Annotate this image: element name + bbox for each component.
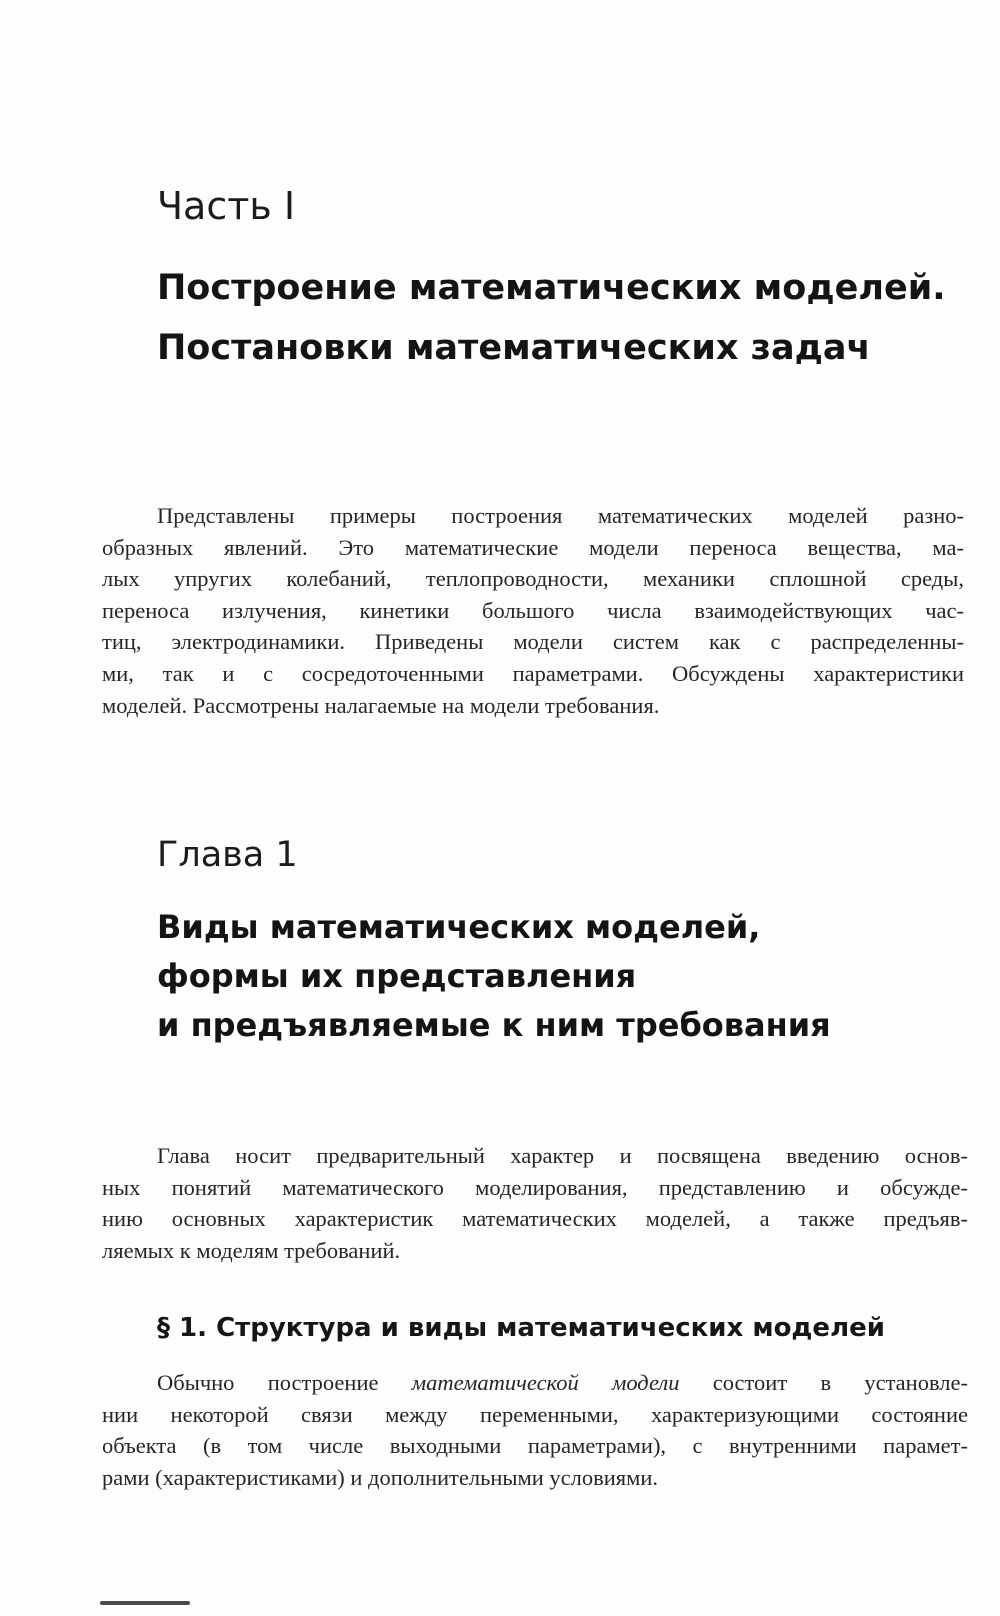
text-run: Обычно построение <box>157 1370 412 1395</box>
part-title-line: Постановки математических задач <box>157 328 871 368</box>
abstract-line: ми, так и с сосредоточенными параметрами. Обсуждены характеристики <box>102 660 964 686</box>
emphasized-term: математической модели <box>411 1370 680 1395</box>
abstract-line: переноса излучения, кинетики большого числа взаимодействующих час- <box>102 597 964 623</box>
chapter-title-line: формы их представления <box>157 957 637 995</box>
paragraph-line <box>102 1367 968 1399</box>
part-title <box>157 258 977 378</box>
chapter-label: Глава 1 <box>157 835 298 875</box>
section-paragraph <box>102 1367 968 1493</box>
abstract-line: Представлены примеры построения математических моделей разно- <box>157 503 964 528</box>
chapter-title-line: Виды математических моделей, <box>157 908 761 946</box>
abstract-line: нию основных характеристик математических моделей, а также предъяв- <box>102 1206 968 1232</box>
chapter-title <box>157 903 977 1050</box>
abstract-line: Глава носит предварительный характер и посвящена введению основ- <box>157 1143 968 1168</box>
paragraph-line: нии некоторой связи между переменными, характеризующими состояние <box>102 1401 968 1427</box>
abstract-line: лых упругих колебаний, теплопроводности, механики сплошной среды, <box>102 566 964 592</box>
part-label: Часть I <box>157 184 296 228</box>
paragraph-line: рами (характеристиками) и дополнительными условиями. <box>102 1464 659 1490</box>
chapter-abstract <box>102 1140 968 1266</box>
scan-artifact <box>100 1601 190 1605</box>
chapter-title-line: и предъявляемые к ним требования <box>157 1006 831 1044</box>
part-abstract <box>102 500 964 721</box>
paragraph-line: объекта (в том числе выходными параметрами), с внутренними парамет- <box>102 1433 968 1459</box>
section-title: § 1. Структура и виды математических моделей <box>157 1313 885 1343</box>
abstract-line: ляемых к моделям требований. <box>102 1237 401 1263</box>
abstract-line: тиц, электродинамики. Приведены модели систем как с распределенны- <box>102 629 964 655</box>
text-run: состоит в установле- <box>679 1370 968 1395</box>
abstract-line: моделей. Рассмотрены налагаемые на модели требования. <box>102 692 660 718</box>
abstract-line: ных понятий математического моделирования, представлению и обсужде- <box>102 1174 968 1200</box>
abstract-line: образных явлений. Это математические модели переноса вещества, ма- <box>102 534 964 560</box>
part-title-line: Построение математических моделей. <box>157 268 946 308</box>
